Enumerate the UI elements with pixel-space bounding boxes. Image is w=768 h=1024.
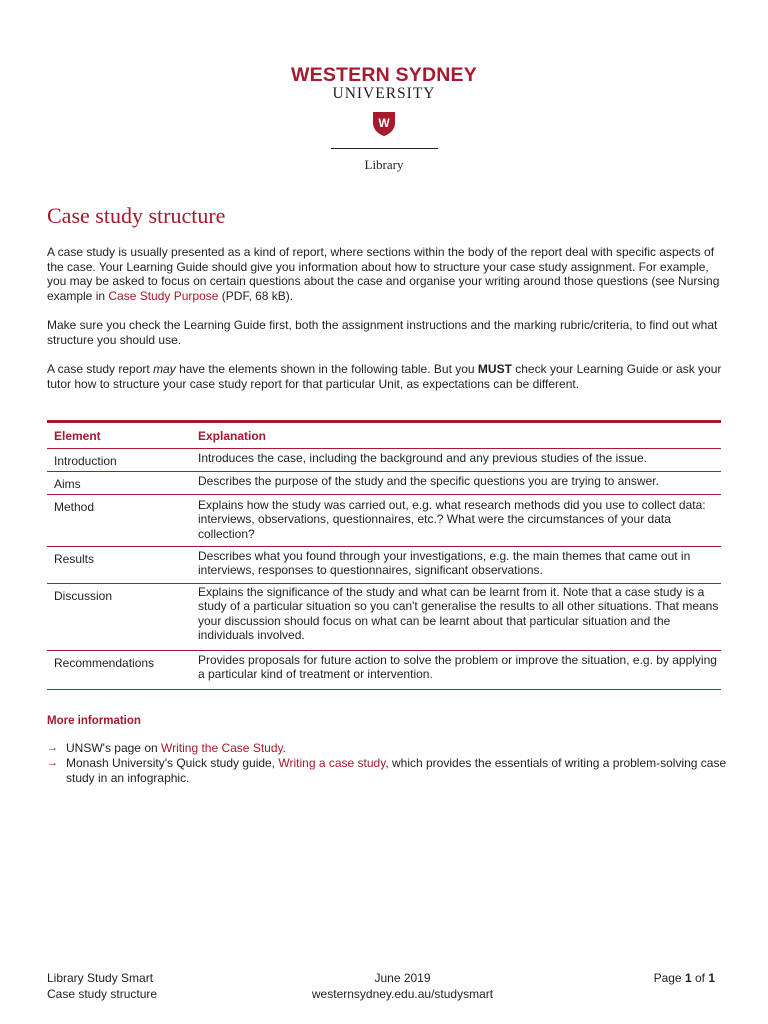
row-element: Results [54, 552, 95, 566]
logo-wordmark-western-sydney: WESTERN SYDNEY [291, 64, 477, 86]
footer-center [300, 971, 505, 1002]
list-item-text: Monash University's Quick study guide, Writing a case study, which provides the essentials of writing a problem-solving case study in an infographic. [66, 756, 727, 785]
row-element: Discussion [54, 589, 113, 603]
page-title: Case study structure [47, 203, 226, 228]
row-element: Aims [54, 477, 81, 491]
intro-paragraph-2: Make sure you check the Learning Guide first, both the assignment instructions and the marking rubric/criteria, to find out what structure you should use. [47, 318, 718, 347]
table-row [47, 495, 721, 547]
list-item [47, 741, 727, 756]
table-row [47, 547, 721, 584]
intro-paragraph-3 [47, 362, 727, 391]
p3-emphasis: may [153, 362, 176, 376]
row-explanation: Explains the significance of the study and what can be learnt from it. Note that a case study is a study of a particular situation so you can't generalise the results to all other situations. That means your discussion should focus on what can be learnt about that particular situation and the individuals involved. [198, 585, 719, 643]
more-information-heading: More information [47, 715, 141, 727]
footer-series: Library Study Smart [47, 971, 154, 985]
intro-text: A case study is usually presented as a kind of report, where sections within the body of the report deal with specific aspects of the case. Your Learning Guide should give you information about how to structure your case study assignment. For example, you may be asked to focus on certain questions about the case and organise your writing around those questions (see Nursing example in [47, 245, 720, 303]
p3-text-a: A case study report [47, 362, 154, 376]
row-element: Introduction [54, 454, 117, 468]
list-item-text: UNSW's page on Writing the Case Study. [66, 741, 286, 755]
footer-page-number: Page 1 of 1 [653, 971, 715, 985]
footer-doc-title: Case study structure [47, 986, 158, 1001]
row-explanation: Explains how the study was carried out, e.g. what research methods did you use to collect data: interviews, observations, questionnaires, etc.? What were the circumstances of your data collection? [198, 498, 706, 541]
logo-divider [331, 148, 438, 149]
arrow-right-icon: → [47, 757, 58, 769]
list-item [47, 756, 727, 786]
row-explanation: Describes what you found through your investigations, e.g. the main themes that came out in interviews, responses to questionnaires, significant observations. [198, 549, 691, 578]
table-row [47, 449, 721, 472]
p3-text-b: have the elements shown in the following table. But you [175, 362, 478, 376]
arrow-right-icon: → [47, 742, 58, 754]
header-element: Element [54, 429, 101, 443]
table-row [47, 584, 721, 651]
table-row [47, 472, 721, 495]
shield-letter: W [378, 116, 390, 130]
more-information-list [47, 741, 727, 786]
writing-the-case-study-link[interactable]: Writing the Case Study [161, 741, 283, 755]
table-header-row [47, 423, 721, 449]
p3-strong: MUST [477, 362, 512, 376]
row-explanation: Provides proposals for future action to solve the problem or improve the situation, e.g. by applying a particular kind of treatment or intervention. [198, 653, 717, 682]
footer-date: June 2019 [374, 971, 431, 985]
row-element: Method [54, 500, 95, 514]
p3-text-c: check your Learning Guide or ask your tutor how to structure your case study report for that particular Unit, as expectations can be different. [47, 362, 722, 391]
university-shield-icon [372, 111, 396, 137]
library-label: Library [364, 157, 404, 172]
intro-paragraph-1 [47, 245, 727, 303]
row-explanation: Describes the purpose of the study and the specific questions you are trying to answer. [198, 474, 659, 488]
writing-a-case-study-link[interactable]: Writing a case study [278, 756, 386, 770]
case-study-purpose-link[interactable]: Case Study Purpose [108, 288, 219, 303]
row-explanation: Introduces the case, including the background and any previous studies of the issue. [198, 451, 647, 465]
row-element: Recommendations [54, 656, 155, 670]
footer-url: westernsydney.edu.au/studysmart [311, 986, 494, 1001]
table-row [47, 651, 721, 690]
logo-wordmark-university: UNIVERSITY [332, 85, 436, 102]
header-explanation: Explanation [198, 429, 267, 443]
footer-left [47, 971, 157, 1002]
intro-text-after: (PDF, 68 kB). [218, 288, 294, 303]
case-study-elements-table [47, 420, 721, 690]
